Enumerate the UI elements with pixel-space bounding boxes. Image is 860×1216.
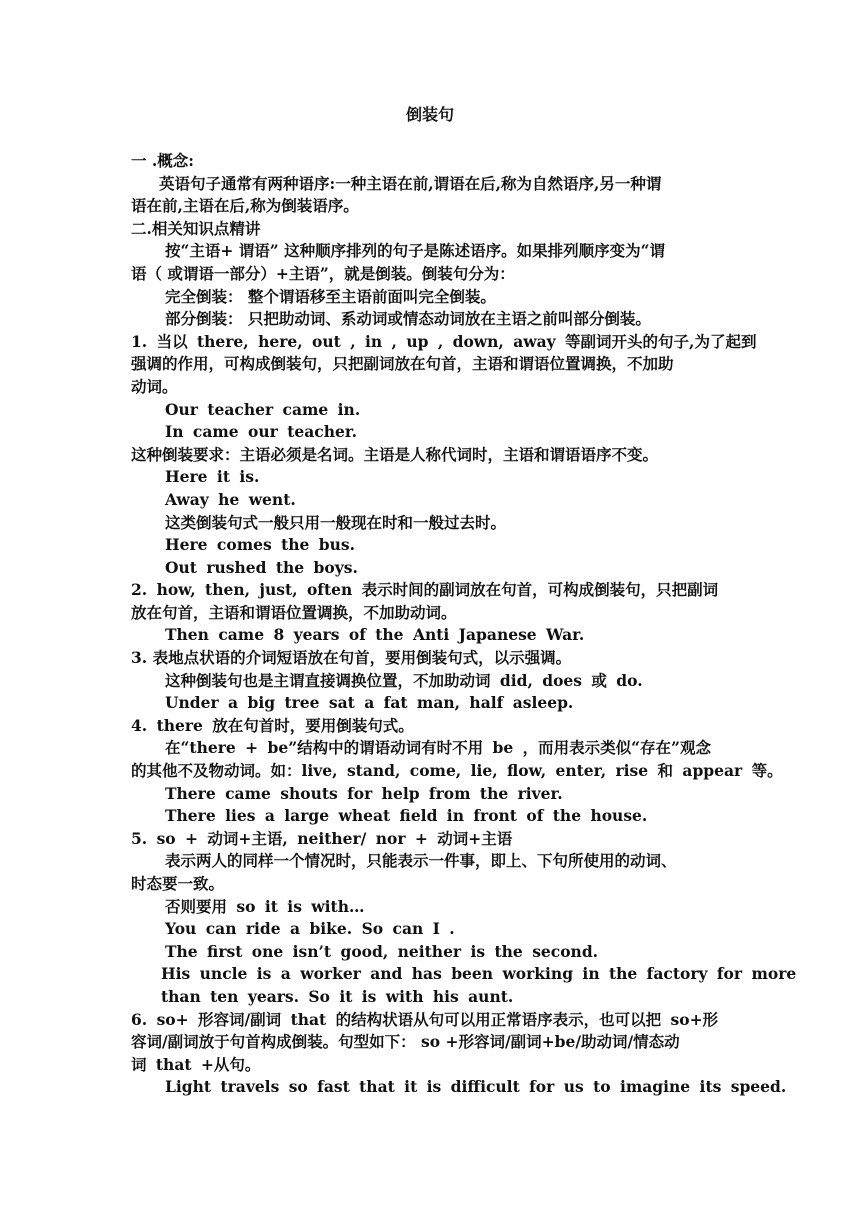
text-line: 2. how, then, just, often 表示时间的副词放在句首，可构成倒装句，只把副词	[131, 580, 719, 600]
text-line: The first one isn’t good, neither is the second.	[165, 941, 599, 961]
text-line: Our teacher came in.	[165, 399, 361, 419]
text-line: 语（ 或谓语一部分）+主语”，就是倒装。倒装句分为：	[131, 263, 515, 283]
text-line: 4. there 放在句首时，要用倒装句式。	[131, 715, 414, 735]
text-line: 语在前,主语在后,称为倒装语序。	[131, 196, 359, 216]
text-line: 强调的作用，可构成倒装句，只把副词放在句首，主语和谓语位置调换，不加助	[131, 354, 674, 374]
text-line: Away he went.	[165, 489, 296, 509]
text-line: 这种倒装句也是主谓直接调换位置，不加助动词 did, does 或 do.	[165, 670, 643, 690]
text-line: Then came 8 years of the Anti Japanese War.	[165, 625, 585, 645]
text-line: 这种倒装要求：主语必须是名词。主语是人称代词时，主语和谓语语序不变。	[131, 444, 659, 464]
text-line: Under a big tree sat a fat man, half asleep.	[165, 693, 574, 713]
text-line: 这类倒装句式一般只用一般现在时和一般过去时。	[165, 512, 507, 532]
text-line: Light travels so fast that it is difficult for us to imagine its speed.	[165, 1077, 787, 1097]
text-line: 一 .概念:	[131, 151, 195, 170]
text-line: 部分倒装： 只把助动词、系动词或情态动词放在主语之前叫部分倒装。	[165, 309, 651, 329]
text-line: Out rushed the boys.	[165, 557, 358, 577]
text-line: 二.相关知识点精讲	[131, 218, 261, 238]
text-line: Here it is.	[165, 467, 260, 487]
text-line: 英语句子通常有两种语序:一种主语在前,谓语在后,称为自然语序,另一种谓	[159, 173, 662, 193]
text-line: His uncle is a worker and has been working in the factory for more	[161, 964, 797, 984]
text-line: 1. 当以 there, here, out , in , up , down, away 等副词开头的句子,为了起到	[131, 331, 757, 351]
text-line: 时态要一致。	[131, 874, 225, 893]
text-line: 在“there + be”结构中的谓语动词有时不用 be ，而用表示类似“存在”观念	[165, 738, 711, 758]
text-line: 3. 表地点状语的介词短语放在句首，要用倒装句式，以示强调。	[131, 648, 572, 668]
text-line: 否则要用 so it is with…	[165, 896, 365, 916]
text-line: 放在句首，主语和谓语位置调换，不加助动词。	[131, 602, 457, 622]
text-line: than ten years. So it is with his aunt.	[161, 986, 514, 1006]
text-line: In came our teacher.	[165, 422, 357, 442]
text-line: Here comes the bus.	[165, 535, 356, 555]
text-line: 5. so + 动词+主语, neither/ nor + 动词+主语	[131, 828, 513, 848]
text-line: 6. so+ 形容词/副词 that 的结构状语从句可以用正常语序表示，也可以把 so+形	[131, 1009, 719, 1029]
text-line: 完全倒装： 整个谓语移至主语前面叫完全倒装。	[165, 286, 496, 306]
document-body	[131, 150, 797, 1099]
text-line: 词 that +从句。	[131, 1054, 261, 1074]
document-title: 倒装句	[405, 105, 454, 124]
text-line: 容词/副词放于句首构成倒装。句型如下： so +形容词/副词+be/助动词/情态动	[131, 1032, 680, 1052]
text-line: 动词。	[131, 376, 178, 396]
text-line: 的其他不及物动词。如：live, stand, come, lie, flow, enter, rise 和 appear 等。	[131, 761, 783, 781]
text-line: 表示两人的同样一个情况时，只能表示一件事，即上、下句所使用的动词、	[165, 851, 677, 871]
text-line: There lies a large wheat field in front of the house.	[165, 806, 648, 826]
text-line: 按“主语+ 谓语” 这种顺序排列的句子是陈述语序。如果排列顺序变为“谓	[165, 241, 666, 261]
text-line: You can ride a bike. So can I .	[165, 919, 455, 939]
text-line: There came shouts for help from the river.	[165, 783, 563, 803]
